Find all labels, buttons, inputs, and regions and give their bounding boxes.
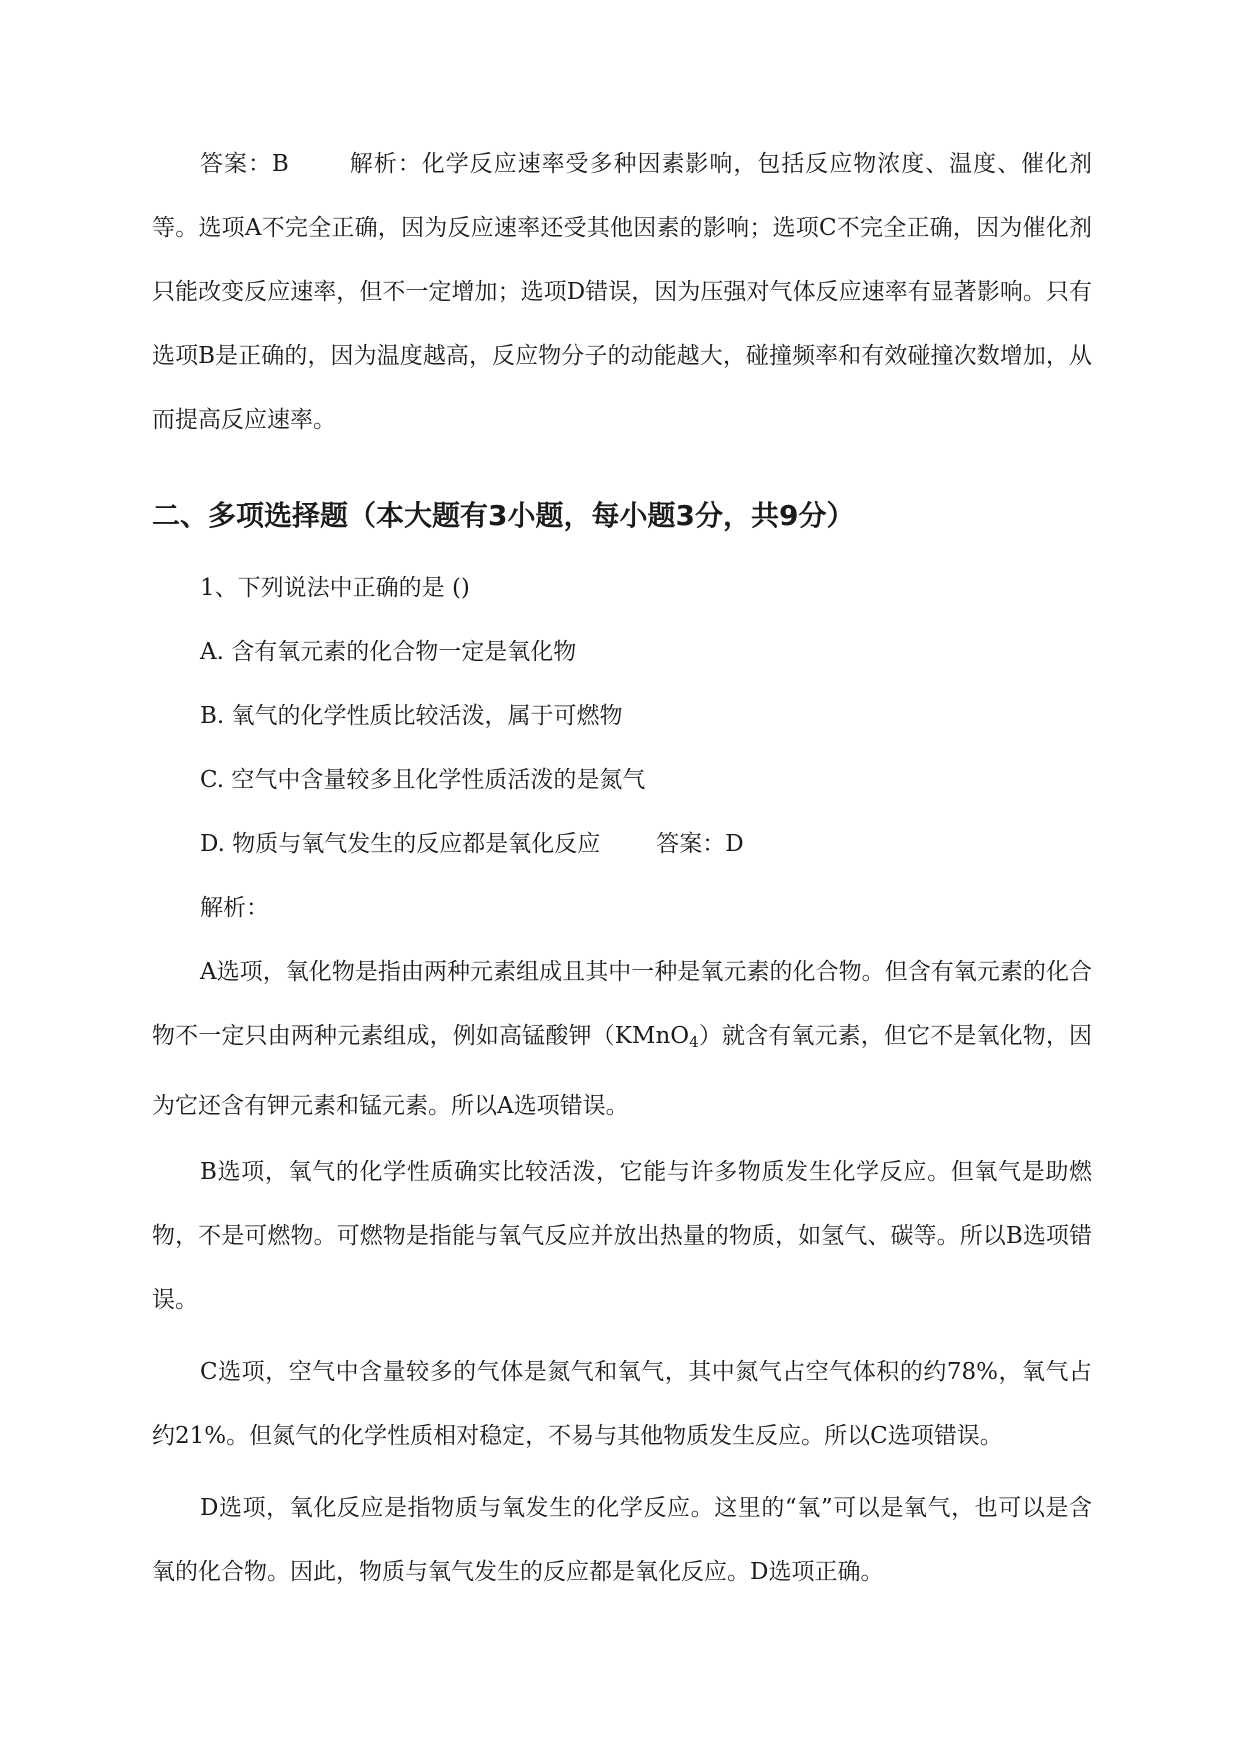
section-heading: 二、多项选择题（本大题有3小题，每小题3分，共9分） [152,499,855,532]
analysis-a-text-end: ）就含有氧元素，但它不是氧化物，因为它还含有钾元素和锰元素。所以A选项错误。 [152,1023,1093,1119]
option-b: B. 氧气的化学性质比较活泼，属于可燃物 [200,703,623,729]
previous-analysis-text: 解析：化学反应速率受多种因素影响，包括反应物浓度、温度、催化剂等。选项A不完全正确，因为反应速率还受其他因素的影响；选项C不完全正确，因为催化剂只能改变反应速率，但不一定增加；选项D错误，因为压强对气体反应速率有显著影响。只有选项B是正确的，因为温度越高，反应物分子的动能越大，碰撞频率和有效碰撞次数增加，从而提高反应速率。 [152,151,1093,433]
option-d-row [200,812,744,876]
analysis-c-paragraph: C选项，空气中含量较多的气体是氮气和氧气，其中氮气占空气体积的约78%，氧气占约21%。但氮气的化学性质相对稳定，不易与其他物质发生反应。所以C选项错误。 [152,1359,1092,1449]
previous-answer-label: 答案：B [200,151,289,177]
previous-answer-paragraph [152,132,1092,452]
analysis-d-paragraph: D选项，氧化反应是指物质与氧发生的化学反应。这里的“氧”可以是氧气，也可以是含氧的化合物。因此，物质与氧气发生的反应都是氧化反应。D选项正确。 [152,1495,1092,1585]
analysis-b-paragraph: B选项，氧气的化学性质确实比较活泼，它能与许多物质发生化学反应。但氧气是助燃物，不是可燃物。可燃物是指能与氧气反应并放出热量的物质，如氢气、碳等。所以B选项错误。 [152,1159,1092,1313]
option-c: C. 空气中含量较多且化学性质活泼的是氮气 [200,767,646,793]
option-d: D. 物质与氧气发生的反应都是氧化反应 [200,831,601,857]
formula-subscript: 4 [689,1033,699,1051]
question-answer: 答案：D [656,831,744,857]
analysis-a-text-start: A选项，氧化物是指由两种元素组成且其中一种是氧元素的化合物。但含有氧元素的化合物不一定只由两种元素组成，例如高锰酸钾（KMnO [152,959,1092,1049]
analysis-label: 解析： [200,895,269,921]
option-a: A. 含有氧元素的化合物一定是氧化物 [200,639,577,665]
question-stem: 1、下列说法中正确的是 () [200,575,470,601]
analysis-a-paragraph [152,940,1092,1138]
